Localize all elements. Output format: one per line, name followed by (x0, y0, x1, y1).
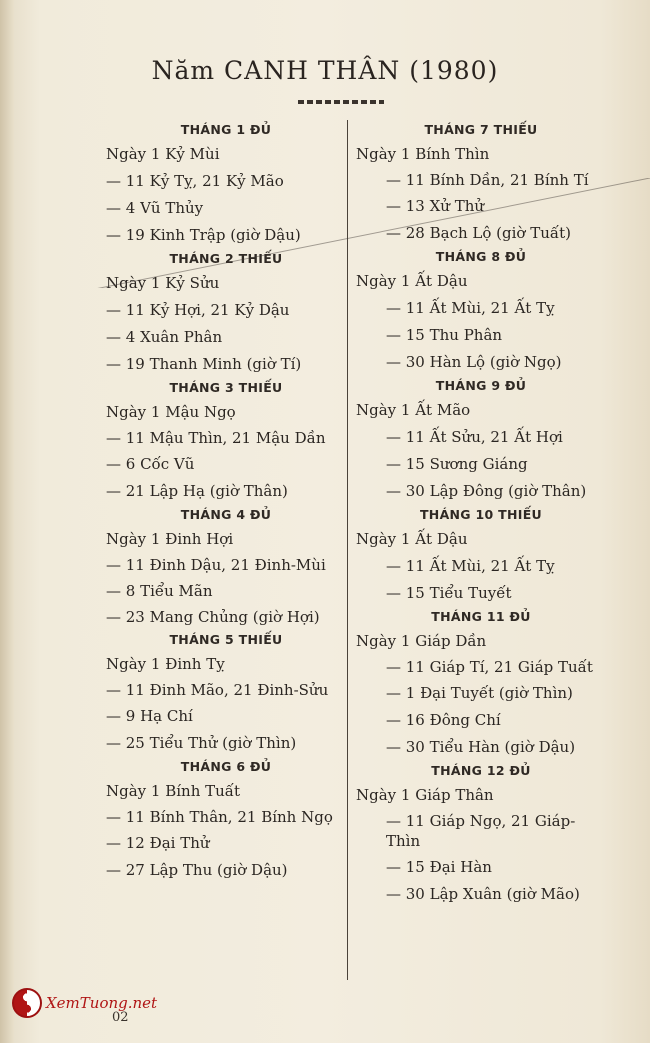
month-heading: THÁNG 4 ĐỦ (180, 507, 272, 522)
page-title: Năm CANH THÂN (1980) (151, 56, 499, 85)
month-heading: THÁNG 6 ĐỦ (180, 759, 272, 774)
calendar-entry: — 21 Lập Hạ (giờ Thân) (106, 482, 288, 500)
calendar-entry: — 19 Kinh Trập (giờ Dậu) (106, 226, 301, 244)
calendar-entry: — 9 Hạ Chí (106, 707, 193, 725)
month-start-day: Ngày 1 Kỷ Sửu (106, 274, 220, 292)
calendar-entry: — 11 Kỷ Hợi, 21 Kỷ Dậu (106, 301, 290, 319)
calendar-entry: — 30 Tiểu Hàn (giờ Dậu) (386, 738, 576, 756)
calendar-entry: — 11 Đinh Mão, 21 Đinh-Sửu (106, 681, 329, 699)
calendar-entry: — 11 Ất Sửu, 21 Ất Hợi (386, 428, 563, 446)
calendar-entry: — 15 Tiểu Tuyết (386, 584, 512, 602)
calendar-entry: — 15 Đại Hàn (386, 858, 492, 876)
right-column (356, 118, 606, 910)
month-heading: THÁNG 12 ĐỦ (431, 763, 531, 778)
month-heading: THÁNG 3 THIẾU (169, 380, 283, 395)
calendar-entry: — 25 Tiểu Thử (giờ Thìn) (106, 734, 297, 752)
calendar-entry: — 11 Ất Mùi, 21 Ất Tỵ (386, 557, 555, 575)
calendar-entry: — 11 Kỷ Tỵ, 21 Kỷ Mão (106, 172, 284, 190)
calendar-entry: — 19 Thanh Minh (giờ Tí) (106, 355, 302, 373)
month-start-day: Ngày 1 Ất Mão (356, 401, 471, 419)
month-start-day: Ngày 1 Giáp Dần (356, 632, 487, 650)
calendar-entry: — 11 Bính Dần, 21 Bính Tí (386, 171, 589, 189)
calendar-entry: — 28 Bạch Lộ (giờ Tuất) (386, 224, 571, 242)
calendar-entry: — 15 Thu Phân (386, 326, 503, 344)
month-start-day: Ngày 1 Mậu Ngọ (106, 403, 236, 421)
month-heading: THÁNG 8 ĐỦ (435, 249, 527, 264)
calendar-entry: — 30 Lập Đông (giờ Thân) (386, 482, 587, 500)
calendar-entry: — 8 Tiểu Mãn (106, 582, 213, 600)
calendar-entry: — 23 Mang Chủng (giờ Hợi) (106, 608, 320, 626)
month-start-day: Ngày 1 Ất Dậu (356, 530, 468, 548)
month-heading: THÁNG 9 ĐỦ (435, 378, 527, 393)
calendar-entry: — 11 Bính Thân, 21 Bính Ngọ (106, 808, 333, 826)
month-heading: THÁNG 5 THIẾU (169, 632, 283, 647)
calendar-entry: — 4 Vũ Thủy (106, 199, 204, 217)
month-start-day: Ngày 1 Bính Thìn (356, 145, 490, 163)
month-heading: THÁNG 1 ĐỦ (180, 122, 272, 137)
calendar-entry: — 4 Xuân Phân (106, 328, 223, 346)
calendar-entry: — 11 Ất Mùi, 21 Ất Tỵ (386, 299, 555, 317)
calendar-entry: — 11 Mậu Thìn, 21 Mậu Dần (106, 429, 326, 447)
page-number: 02 (112, 1010, 129, 1025)
watermark (12, 988, 157, 1018)
calendar-entry: — 1 Đại Tuyết (giờ Thìn) (386, 684, 573, 702)
page-edge (0, 0, 14, 1043)
column-divider (347, 120, 348, 980)
month-heading: THÁNG 11 ĐỦ (431, 609, 531, 624)
calendar-entry: — 12 Đại Thử (106, 834, 210, 852)
month-start-day: Ngày 1 Đinh Hợi (106, 530, 234, 548)
calendar-entry: — 30 Lập Xuân (giờ Mão) (386, 885, 580, 903)
calendar-entry: — 11 Giáp Ngọ, 21 Giáp-Thìn (386, 812, 576, 850)
month-start-day: Ngày 1 Giáp Thân (356, 786, 494, 804)
left-column (106, 118, 346, 886)
calendar-entry: — 13 Xử Thử (386, 197, 485, 215)
watermark-text: XemTuong.net (46, 994, 158, 1012)
title-rule (298, 100, 384, 104)
month-start-day: Ngày 1 Kỷ Mùi (106, 145, 220, 163)
month-start-day: Ngày 1 Đinh Tỵ (106, 655, 225, 673)
month-heading: THÁNG 7 THIẾU (424, 122, 538, 137)
yin-yang-icon (12, 988, 42, 1018)
month-heading: THÁNG 10 THIẾU (419, 507, 542, 522)
month-heading: THÁNG 2 THIẾU (169, 251, 283, 266)
calendar-entry: — 15 Sương Giáng (386, 455, 528, 473)
month-start-day: Ngày 1 Ất Dậu (356, 272, 468, 290)
calendar-entry: — 11 Đinh Dậu, 21 Đinh-Mùi (106, 556, 326, 574)
month-start-day: Ngày 1 Bính Tuất (106, 782, 241, 800)
calendar-entry: — 16 Đông Chí (386, 711, 501, 729)
calendar-entry: — 30 Hàn Lộ (giờ Ngọ) (386, 353, 562, 371)
calendar-entry: — 6 Cốc Vũ (106, 455, 195, 473)
calendar-entry: — 27 Lập Thu (giờ Dậu) (106, 861, 288, 879)
calendar-entry: — 11 Giáp Tí, 21 Giáp Tuất (386, 658, 593, 676)
